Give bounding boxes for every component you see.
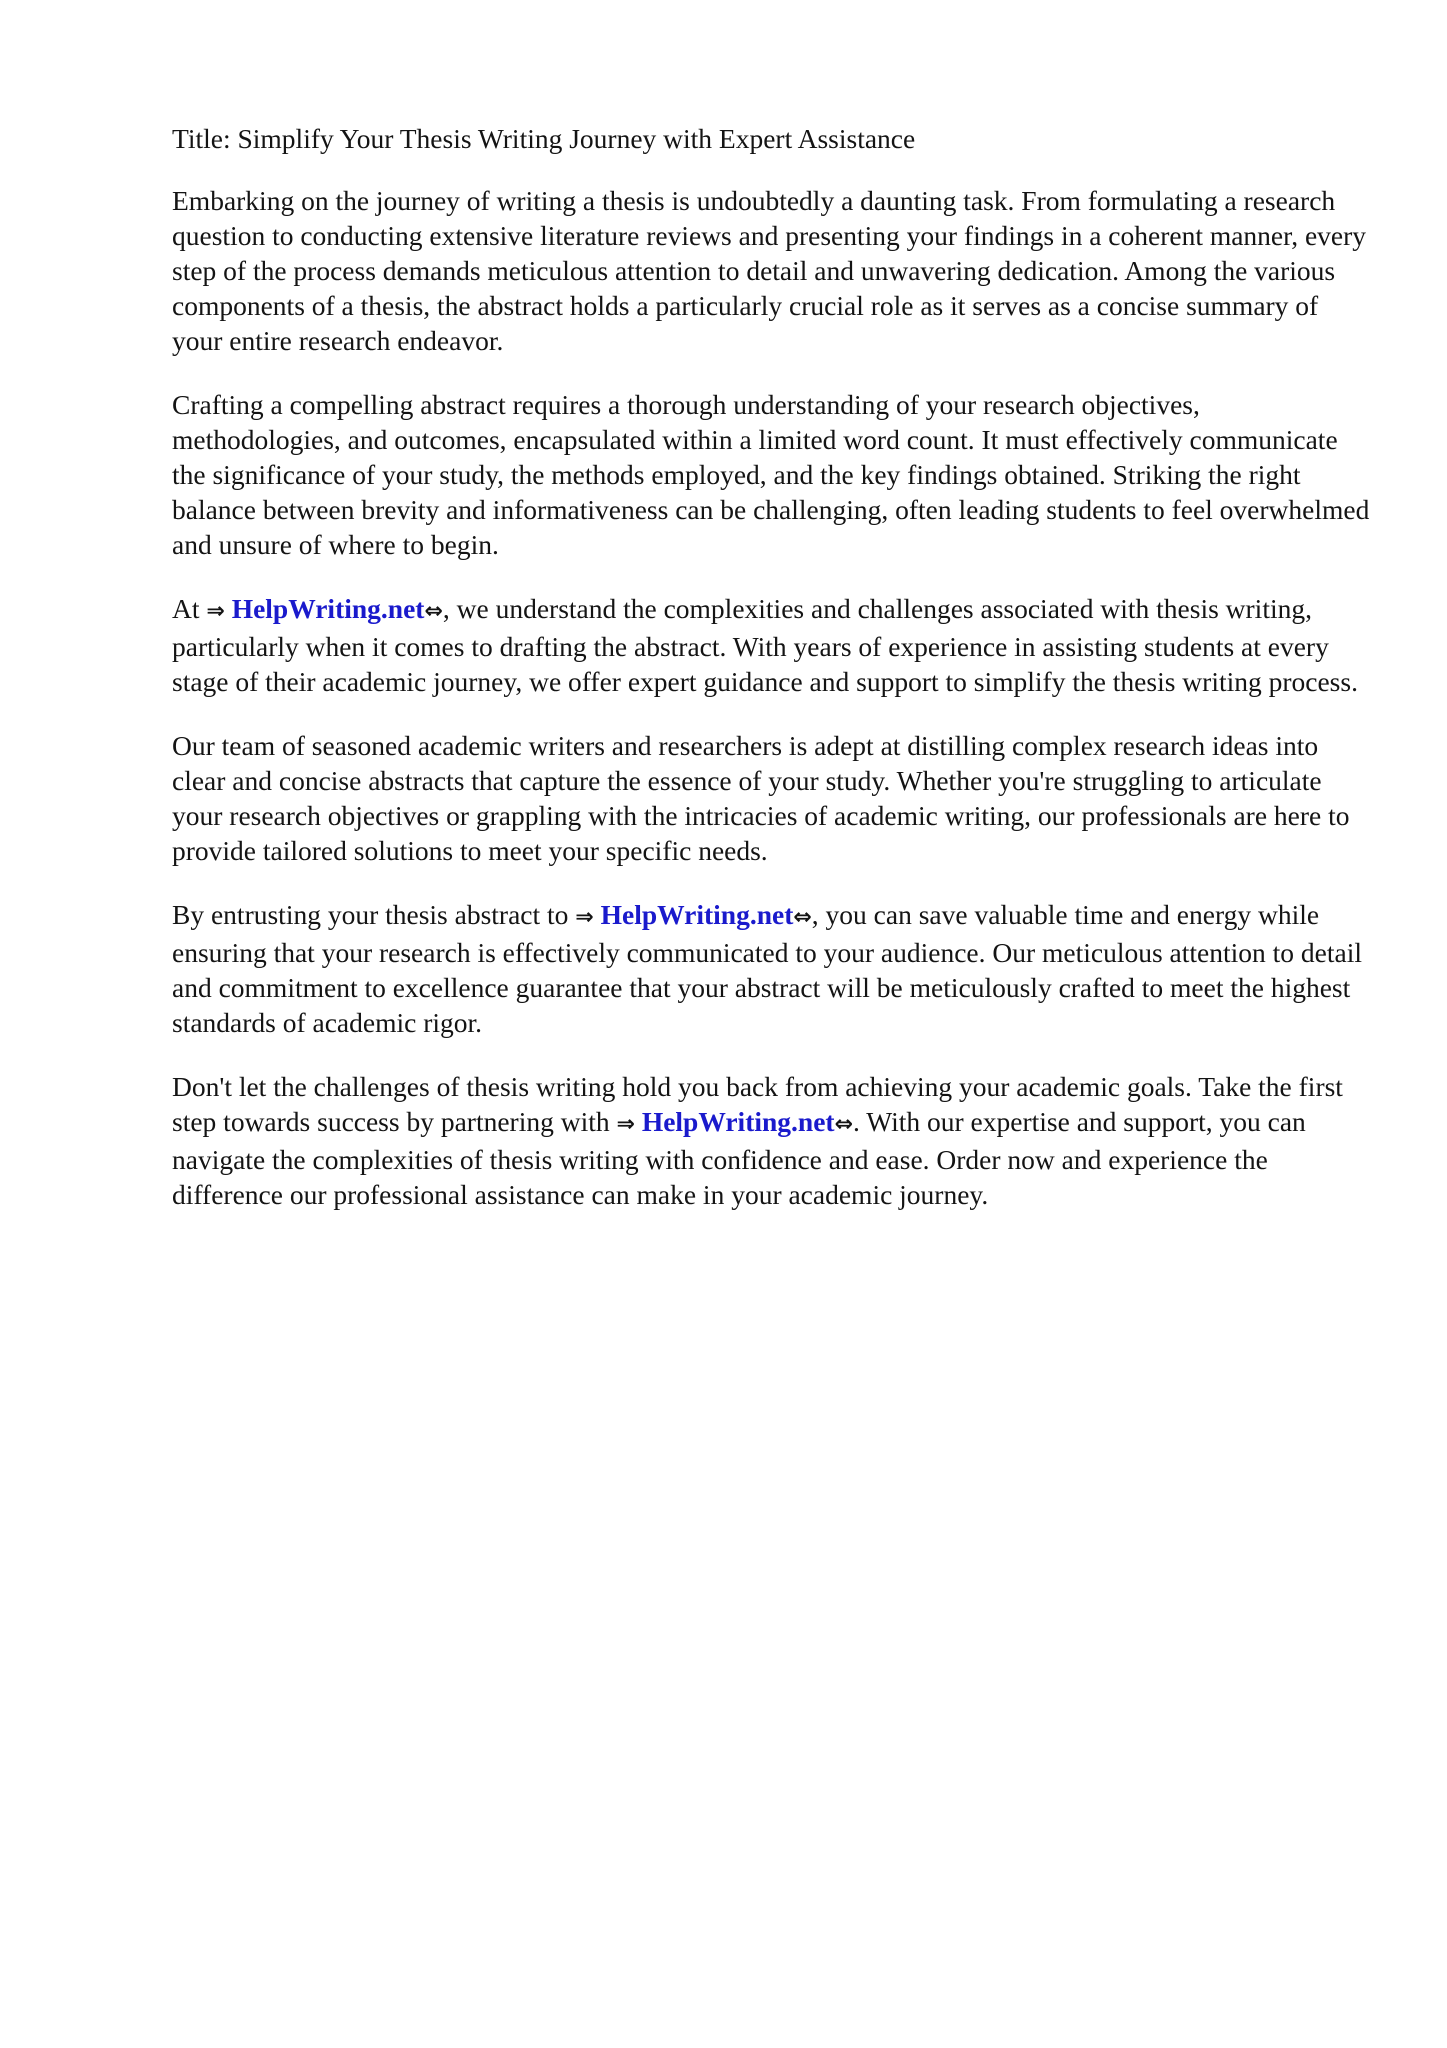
double-arrow-icon: ⇔ <box>834 1112 854 1137</box>
paragraph-abstract: Crafting a compelling abstract requires a thorough understanding of your research objectives, methodologies, and outcomes, encapsulated within a limited word count. It must effectively communicate the significance of your study, the methods employed, and the key findings obtained. Striking the right balance between brevity and informativeness can be challenging, often leading students to feel overwhelmed and unsure of where to begin. <box>172 389 1370 560</box>
document-title: Title: Simplify Your Thesis Writing Journey with Expert Assistance <box>172 123 916 154</box>
paragraph-text: By entrusting your thesis abstract to <box>172 899 576 930</box>
right-arrow-icon: ⇒ <box>616 1112 635 1137</box>
paragraph-text: Don't let the challenges of thesis writing hold you back from achieving your academic goals. Take the first step towards success by partnering with <box>172 1071 1343 1137</box>
paragraph-service <box>172 591 1372 699</box>
right-arrow-icon: ⇒ <box>206 599 225 624</box>
paragraph-text: At <box>172 593 207 624</box>
paragraph-entrust <box>172 897 1372 1040</box>
paragraph-closing <box>172 1069 1372 1212</box>
paragraph-text: . With our expertise and support, you can navigate the complexities of thesis writing with confidence and ease. Order now and experience the difference our professional assistance can make in your academic journey. <box>172 1106 1306 1210</box>
helpwriting-link[interactable]: HelpWriting.net <box>600 899 794 930</box>
double-arrow-icon: ⇔ <box>424 599 443 624</box>
helpwriting-link[interactable]: HelpWriting.net <box>641 1106 835 1137</box>
paragraph-intro: Embarking on the journey of writing a thesis is undoubtedly a daunting task. From formulating a research question to conducting extensive literature reviews and presenting your findings in a coherent manner, every step of the process demands meticulous attention to detail and unwavering dedication. Among the various components of a thesis, the abstract holds a particularly crucial role as it serves as a concise summary of your entire research endeavor. <box>172 185 1367 356</box>
document-page <box>172 121 1372 1241</box>
double-arrow-icon: ⇔ <box>793 905 812 930</box>
paragraph-text: , you can save valuable time and energy while ensuring that your research is effectively communicated to your audience. Our meticulous attention to detail and commitment to excellence guarantee that your abstract will be meticulously crafted to meet the highest standards of academic rigor. <box>172 899 1363 1038</box>
right-arrow-icon: ⇒ <box>575 905 594 930</box>
paragraph-team: Our team of seasoned academic writers and researchers is adept at distilling complex research ideas into clear and concise abstracts that capture the essence of your study. Whether you're struggling to articulate your research objectives or grappling with the intricacies of academic writing, our professionals are here to provide tailored solutions to meet your specific needs. <box>172 730 1350 866</box>
helpwriting-link[interactable]: HelpWriting.net <box>231 593 425 624</box>
paragraph-text: , we understand the complexities and challenges associated with thesis writing, particularly when it comes to drafting the abstract. With years of experience in assisting students at every stage of their academic journey, we offer expert guidance and support to simplify the thesis writing process. <box>172 593 1358 697</box>
